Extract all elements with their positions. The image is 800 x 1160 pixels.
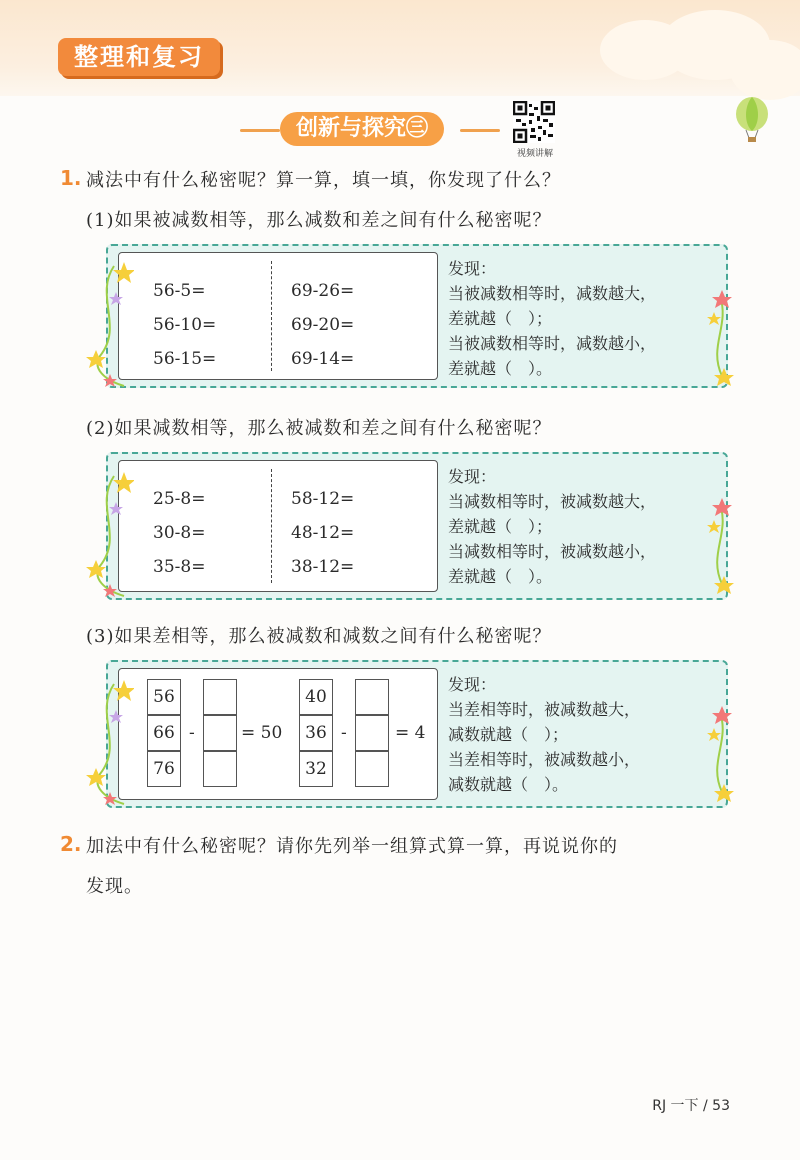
- qr-code-icon[interactable]: [513, 101, 555, 143]
- equation: 48-12=: [291, 523, 355, 543]
- equation-panel: [118, 668, 438, 800]
- answer-blank[interactable]: 减数就越（ ）。: [448, 775, 569, 794]
- banner-line: [460, 129, 500, 132]
- exercise-box: [106, 452, 728, 600]
- question-text: 减法中有什么秘密呢？算一算，填一填，你发现了什么？: [86, 170, 561, 191]
- equation: 69-26=: [291, 281, 355, 301]
- minus-sign: -: [341, 723, 347, 743]
- sub-question: (3)如果差相等，那么被减数和减数之间有什么秘密呢？: [86, 626, 552, 647]
- exercise-box: [106, 660, 728, 808]
- section-title: 整理和复习: [58, 38, 220, 76]
- question-number: 2.: [60, 832, 82, 856]
- page-number: RJ 一下 / 53: [652, 1098, 730, 1114]
- banner-line: [240, 129, 280, 132]
- difference: = 50: [241, 723, 283, 743]
- equation: 69-20=: [291, 315, 355, 335]
- answer-blank[interactable]: 差就越（ ）。: [448, 359, 553, 378]
- answer-blank[interactable]: 减数就越（ ）；: [448, 725, 569, 744]
- subtrahend-blank[interactable]: [203, 751, 237, 787]
- equation: 38-12=: [291, 557, 355, 577]
- subtrahend-blank[interactable]: [203, 679, 237, 715]
- sub-title: 创新与探究㊂: [280, 112, 444, 146]
- answer-blank[interactable]: 差就越（ ）；: [448, 309, 553, 328]
- subtrahend-blank[interactable]: [355, 715, 389, 751]
- minuend-cell: 66: [147, 715, 181, 751]
- equation-panel: [118, 460, 438, 592]
- minuend-cell: 76: [147, 751, 181, 787]
- sub-question: (1)如果被减数相等，那么减数和差之间有什么秘密呢？: [86, 210, 552, 231]
- minuend-cell: 56: [147, 679, 181, 715]
- answer-blank[interactable]: 差就越（ ）；: [448, 517, 553, 536]
- question-text: 加法中有什么秘密呢？请你先列举一组算式算一算，再说说你的: [86, 836, 618, 857]
- subtrahend-blank[interactable]: [355, 679, 389, 715]
- finding-label: 发现：: [448, 259, 497, 278]
- equation: 58-12=: [291, 489, 355, 509]
- equation: 56-15=: [153, 349, 217, 369]
- divider: [271, 469, 272, 583]
- exercise-box: [106, 244, 728, 388]
- finding-label: 发现：: [448, 675, 497, 694]
- finding-line: 当差相等时，被减数越大，: [448, 700, 641, 719]
- equation: 56-10=: [153, 315, 217, 335]
- equation: 30-8=: [153, 523, 206, 543]
- finding-line: 当被减数相等时，减数越小，: [448, 334, 657, 353]
- equation: 25-8=: [153, 489, 206, 509]
- finding-line: 当减数相等时，被减数越大，: [448, 492, 657, 511]
- difference: = 4: [395, 723, 426, 743]
- finding-line: 当差相等时，被减数越小，: [448, 750, 641, 769]
- finding-line: 当被减数相等时，减数越大，: [448, 284, 657, 303]
- equation: 69-14=: [291, 349, 355, 369]
- answer-blank[interactable]: 差就越（ ）。: [448, 567, 553, 586]
- divider: [271, 261, 272, 371]
- question-text: 发现。: [86, 876, 143, 897]
- minus-sign: -: [189, 723, 195, 743]
- qr-label: 视频讲解: [516, 149, 553, 159]
- finding-label: 发现：: [448, 467, 497, 486]
- equation: 56-5=: [153, 281, 206, 301]
- minuend-cell: 32: [299, 751, 333, 787]
- minuend-cell: 40: [299, 679, 333, 715]
- balloon-icon: [734, 96, 770, 142]
- equation-panel: [118, 252, 438, 380]
- cloud-decoration: [730, 40, 800, 100]
- question-number: 1.: [60, 166, 82, 190]
- subtrahend-blank[interactable]: [355, 751, 389, 787]
- finding-line: 当减数相等时，被减数越小，: [448, 542, 657, 561]
- sub-question: (2)如果减数相等，那么被减数和差之间有什么秘密呢？: [86, 418, 552, 439]
- equation: 35-8=: [153, 557, 206, 577]
- minuend-cell: 36: [299, 715, 333, 751]
- subtrahend-blank[interactable]: [203, 715, 237, 751]
- sub-title-banner: [240, 112, 500, 148]
